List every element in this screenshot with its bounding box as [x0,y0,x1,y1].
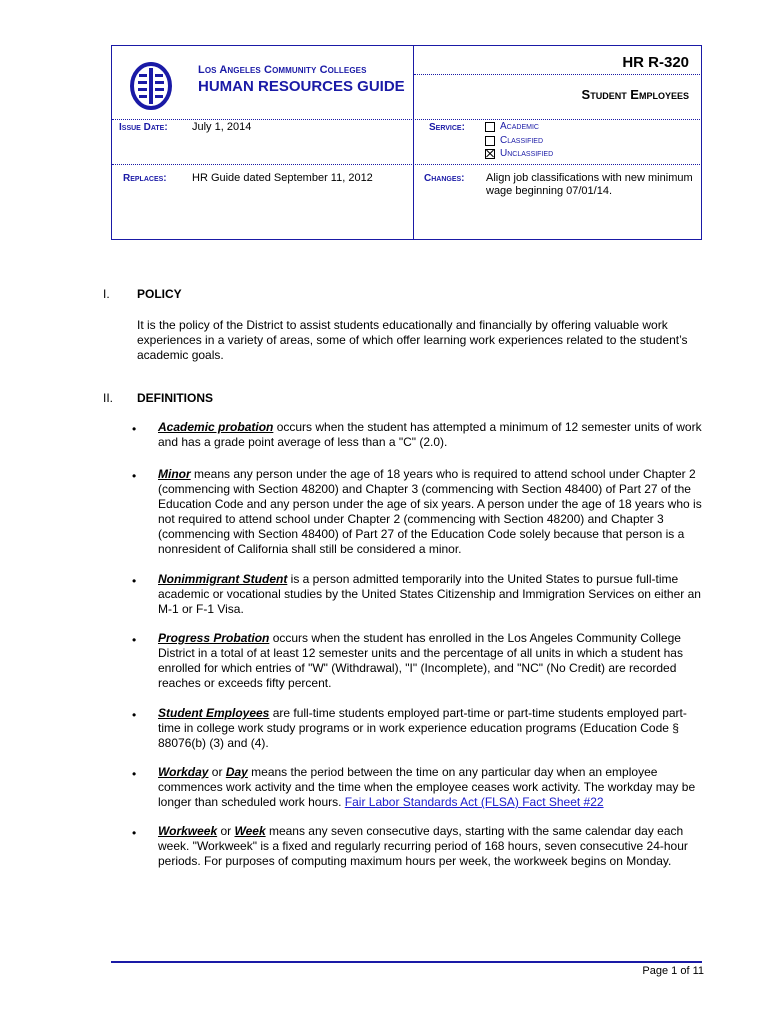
section-title-policy: POLICY [137,287,182,301]
hr-number: HR R-320 [622,54,689,71]
service-option-label: Unclassified [500,148,554,159]
definition-term: Minor [158,467,191,481]
bullet-icon: • [132,767,137,781]
definition-student-employees [158,706,708,751]
service-label: Service: [429,122,465,133]
bullet-icon: • [132,708,137,722]
definition-text: means the period between the time on any particular day when an employee commences work activity and the time when the employee ceases work activity. The workday may be longer than scheduled work hours. [158,765,696,809]
lacc-logo-icon [130,62,172,110]
definition-or: or [217,824,235,838]
section-title-definitions: DEFINITIONS [137,391,214,405]
header-divider-right [414,74,702,75]
definition-progress-probation [158,631,708,691]
definition-nonimmigrant-student [158,572,708,617]
definition-academic-probation [158,420,708,450]
replaces-label: Replaces: [123,173,167,184]
flsa-fact-sheet-link[interactable]: Fair Labor Standards Act (FLSA) Fact Sheet #22 [344,795,604,809]
definition-text: means any seven consecutive days, starting with the same calendar day each week. "Workweek" is a fixed and regularly recurring period of 168 hours, seven consecutive 24-hour periods. For purposes of computing maximum hours per week, the workweek begins on Monday. [158,824,688,868]
definition-text: occurs when the student has enrolled in the Los Angeles Community College District in a total of at least 12 semester units and the percentage of all units in which a student has enrolled for which entries of "W" (Withdrawal), "I" (Incomplete), and "NC" (No Credit) are recorded reaches or exceeds fifty percent. [158,631,683,690]
service-option-label: Academic [500,121,539,132]
definition-text: occurs when the student has attempted a minimum of 12 semester units of work and has a grade point average of less than a "C" (2.0). [158,420,702,449]
definition-term: Day [225,765,248,779]
bullet-icon: • [132,422,137,436]
service-option-classified[interactable] [485,135,543,146]
section-number: II. [103,391,114,405]
section-number: I. [103,287,110,301]
definition-text: is a person admitted temporarily into the United States to pursue full-time academic or vocational studies by the United States Citizenship and Immigration Services on either an M-1 or F-1 Visa. [158,572,701,616]
bullet-icon: • [132,633,137,647]
bullet-icon: • [132,826,137,840]
issue-date-label: Issue Date: [119,122,168,133]
definition-or: or [208,765,226,779]
footer-divider [111,961,702,963]
org-name: Los Angeles Community Colleges [198,64,367,76]
definition-term: Progress Probation [158,631,270,645]
policy-text: It is the policy of the District to assist students educationally and financially by offering valuable work experiences in a variety of areas, some of which offer learning work experiences related to the student’s academic goals. [137,318,688,362]
header-divider-lower [112,164,702,165]
header-divider-middle [112,119,702,120]
header-divider-vertical [413,46,414,240]
definition-term: Workweek [158,824,218,838]
service-option-academic[interactable] [485,121,539,132]
changes-label: Changes: [424,173,465,184]
guide-title: HUMAN RESOURCES GUIDE [198,78,405,95]
issue-date-value: July 1, 2014 [192,121,252,133]
checkbox-classified[interactable] [485,136,495,146]
bullet-icon: • [132,574,137,588]
page-number: Page 1 of 11 [642,965,704,977]
document-subject: Student Employees [581,87,689,102]
definition-term: Student Employees [158,706,270,720]
service-option-label: Classified [500,135,544,146]
checkbox-academic[interactable] [485,122,495,132]
bullet-icon: • [132,469,137,483]
definition-term: Workday [158,765,209,779]
document-header [111,45,702,240]
definition-term: Week [234,824,266,838]
changes-value: Align job classifications with new minimum wage beginning 07/01/14. [486,172,693,197]
service-option-unclassified[interactable] [485,148,553,159]
definition-term: Nonimmigrant Student [158,572,288,586]
definition-workweek [158,824,708,869]
replaces-value: HR Guide dated September 11, 2012 [192,172,373,184]
checkbox-unclassified[interactable] [485,149,495,159]
definition-workday [158,765,708,810]
definition-minor [158,467,708,557]
definition-text: means any person under the age of 18 years who is required to attend school under Chapter 2 (commencing with Section 48200) and Chapter 3 (commencing with Section 48400) of Part 27 of the Education Code and any person under the age of six years. A person under the age of 18 years who is not required to attend school under Chapter 2 (commencing with Section 48200) and Chapter 3 (commencing with Section 48400) of Part 27 of the Education Code solely because that person is a nonresident of California shall still be considered a minor. [158,467,702,556]
definition-term: Academic probation [158,420,274,434]
definition-text: are full-time students employed part-time or part-time students employed part-time in college work study programs or in work experience education programs (Education Code § 88076(b) (3) and (4). [158,706,687,750]
